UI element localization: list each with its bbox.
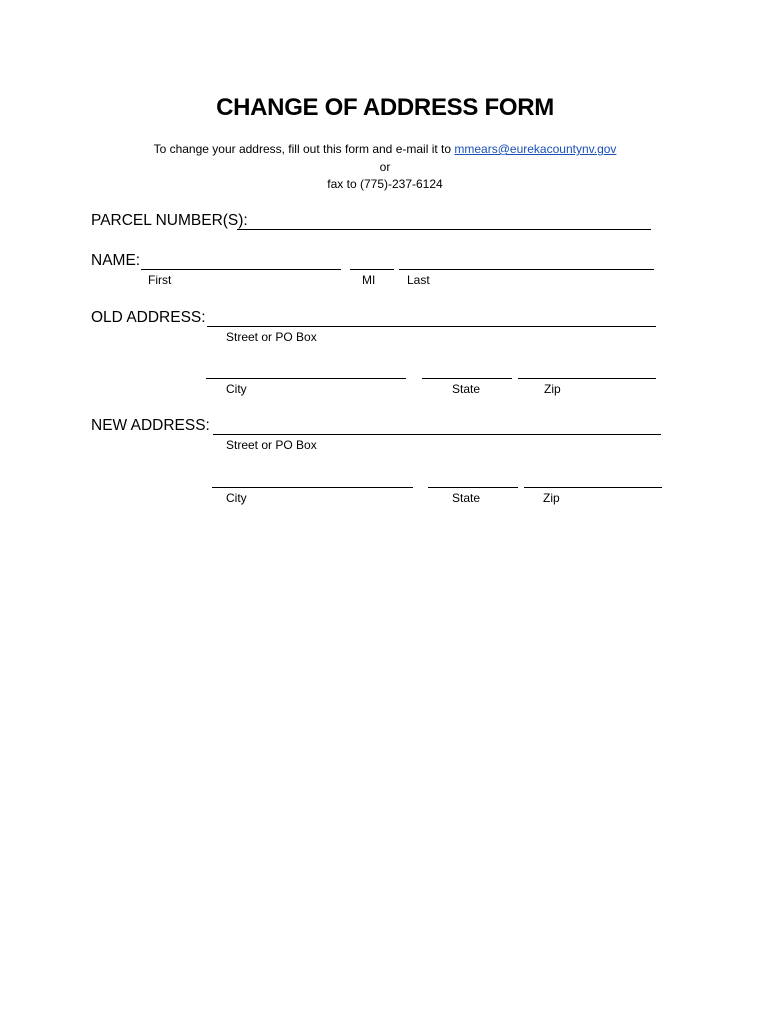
old-state-field[interactable] bbox=[422, 378, 512, 379]
middle-initial-caption: MI bbox=[362, 273, 376, 287]
first-name-caption: First bbox=[148, 273, 172, 287]
old-address-label: OLD ADDRESS: bbox=[91, 309, 206, 326]
old-street-caption: Street or PO Box bbox=[226, 330, 317, 344]
new-zip-caption: Zip bbox=[543, 491, 560, 505]
parcel-number-field[interactable] bbox=[237, 229, 651, 230]
name-label: NAME: bbox=[91, 252, 141, 269]
new-zip-field[interactable] bbox=[524, 487, 662, 488]
old-state-caption: State bbox=[452, 382, 481, 396]
new-street-caption: Street or PO Box bbox=[226, 438, 317, 452]
old-city-caption: City bbox=[226, 382, 247, 396]
form-title: CHANGE OF ADDRESS FORM bbox=[216, 94, 554, 121]
last-name-caption: Last bbox=[407, 273, 430, 287]
new-city-field[interactable] bbox=[212, 487, 413, 488]
old-city-field[interactable] bbox=[206, 378, 406, 379]
new-street-field[interactable] bbox=[213, 434, 661, 435]
new-address-label: NEW ADDRESS: bbox=[91, 417, 210, 434]
last-name-field[interactable] bbox=[399, 269, 654, 270]
first-name-field[interactable] bbox=[141, 269, 341, 270]
intro-line bbox=[0, 142, 770, 156]
old-zip-field[interactable] bbox=[518, 378, 656, 379]
parcel-number-label: PARCEL NUMBER(S): bbox=[91, 212, 248, 229]
intro-text: To change your address, fill out this form and e-mail it to bbox=[153, 142, 452, 156]
email-link[interactable]: mmears@eurekacountynv.gov bbox=[454, 142, 617, 156]
old-zip-caption: Zip bbox=[544, 382, 561, 396]
fax-text: fax to (775)-237-6124 bbox=[327, 177, 443, 191]
middle-initial-field[interactable] bbox=[350, 269, 394, 270]
new-state-field[interactable] bbox=[428, 487, 518, 488]
new-state-caption: State bbox=[452, 491, 481, 505]
or-text: or bbox=[379, 160, 391, 174]
old-street-field[interactable] bbox=[207, 326, 656, 327]
new-city-caption: City bbox=[226, 491, 247, 505]
